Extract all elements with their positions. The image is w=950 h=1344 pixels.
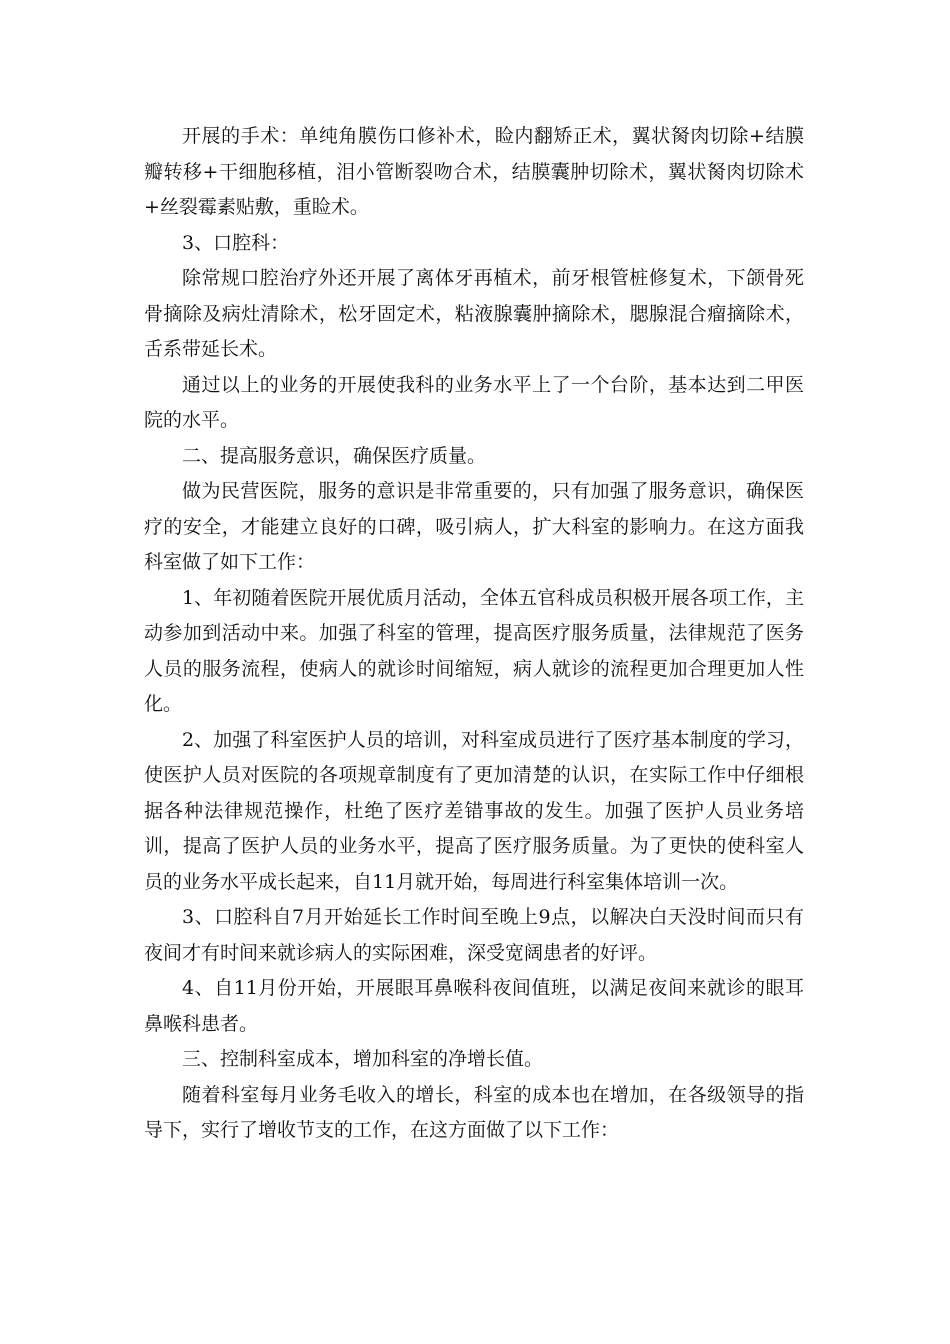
paragraph-service-intro: 做为民营医院，服务的意识是非常重要的，只有加强了服务意识，确保医疗的安全，才能建立良好的口碑，吸引病人，扩大科室的影响力。在这方面我科室做了如下工作： <box>144 480 804 573</box>
heading-cost-control: 三、控制科室成本，增加科室的净增长值。 <box>182 1048 544 1070</box>
paragraph-item-4: 4、自11月份开始，开展眼耳鼻喉科夜间值班，以满足夜间来就诊的眼耳鼻喉科患者。 <box>144 977 804 1035</box>
paragraph-level-summary: 通过以上的业务的开展使我科的业务水平上了一个台阶，基本达到二甲医院的水平。 <box>144 373 804 431</box>
heading-stomatology: 3、口腔科： <box>182 231 290 254</box>
paragraph-item-3: 3、口腔科自7月开始延长工作时间至晚上9点，以解决白天没时间而只有夜间才有时间来就诊病人的实际困难，深受宽阔患者的好评。 <box>144 906 804 964</box>
paragraph-item-1: 1、年初随着医院开展优质月活动，全体五官科成员积极开展各项工作，主动参加到活动中来。加强了科室的管理，提高医疗服务质量，法律规范了医务人员的服务流程，使病人的就诊时间缩短，病人就诊的流程更加合理更加人性化。 <box>144 586 804 715</box>
paragraph-item-2: 2、加强了科室医护人员的培训，对科室成员进行了医疗基本制度的学习，使医护人员对医院的各项规章制度有了更加清楚的认识，在实际工作中仔细根据各种法律规范操作，杜绝了医疗差错事故的发生。加强了医护人员业务培训，提高了医护人员的业务水平，提高了医疗服务质量。为了更快的使科室人员的业务水平成长起来，自11月就开始，每周进行科室集体培训一次。 <box>144 728 804 893</box>
document-body <box>144 119 804 1149</box>
paragraph-stomatology: 除常规口腔治疗外还开展了离体牙再植术，前牙根管桩修复术，下颌骨死骨摘除及病灶清除术，松牙固定术，粘液腺囊肿摘除术，腮腺混合瘤摘除术，舌系带延长术。 <box>144 267 804 360</box>
heading-service-quality: 二、提高服务意识，确保医疗质量。 <box>182 444 487 467</box>
paragraph-cost-intro: 随着科室每月业务毛收入的增长，科室的成本也在增加，在各级领导的指导下，实行了增收节支的工作，在这方面做了以下工作： <box>144 1083 804 1141</box>
paragraph-surgeries: 开展的手术：单纯角膜伤口修补术，睑内翻矫正术，翼状胬肉切除+结膜瓣转移+干细胞移植，泪小管断裂吻合术，结膜囊肿切除术，翼状胬肉切除术+丝裂霉素贴敷，重睑术。 <box>144 125 804 218</box>
